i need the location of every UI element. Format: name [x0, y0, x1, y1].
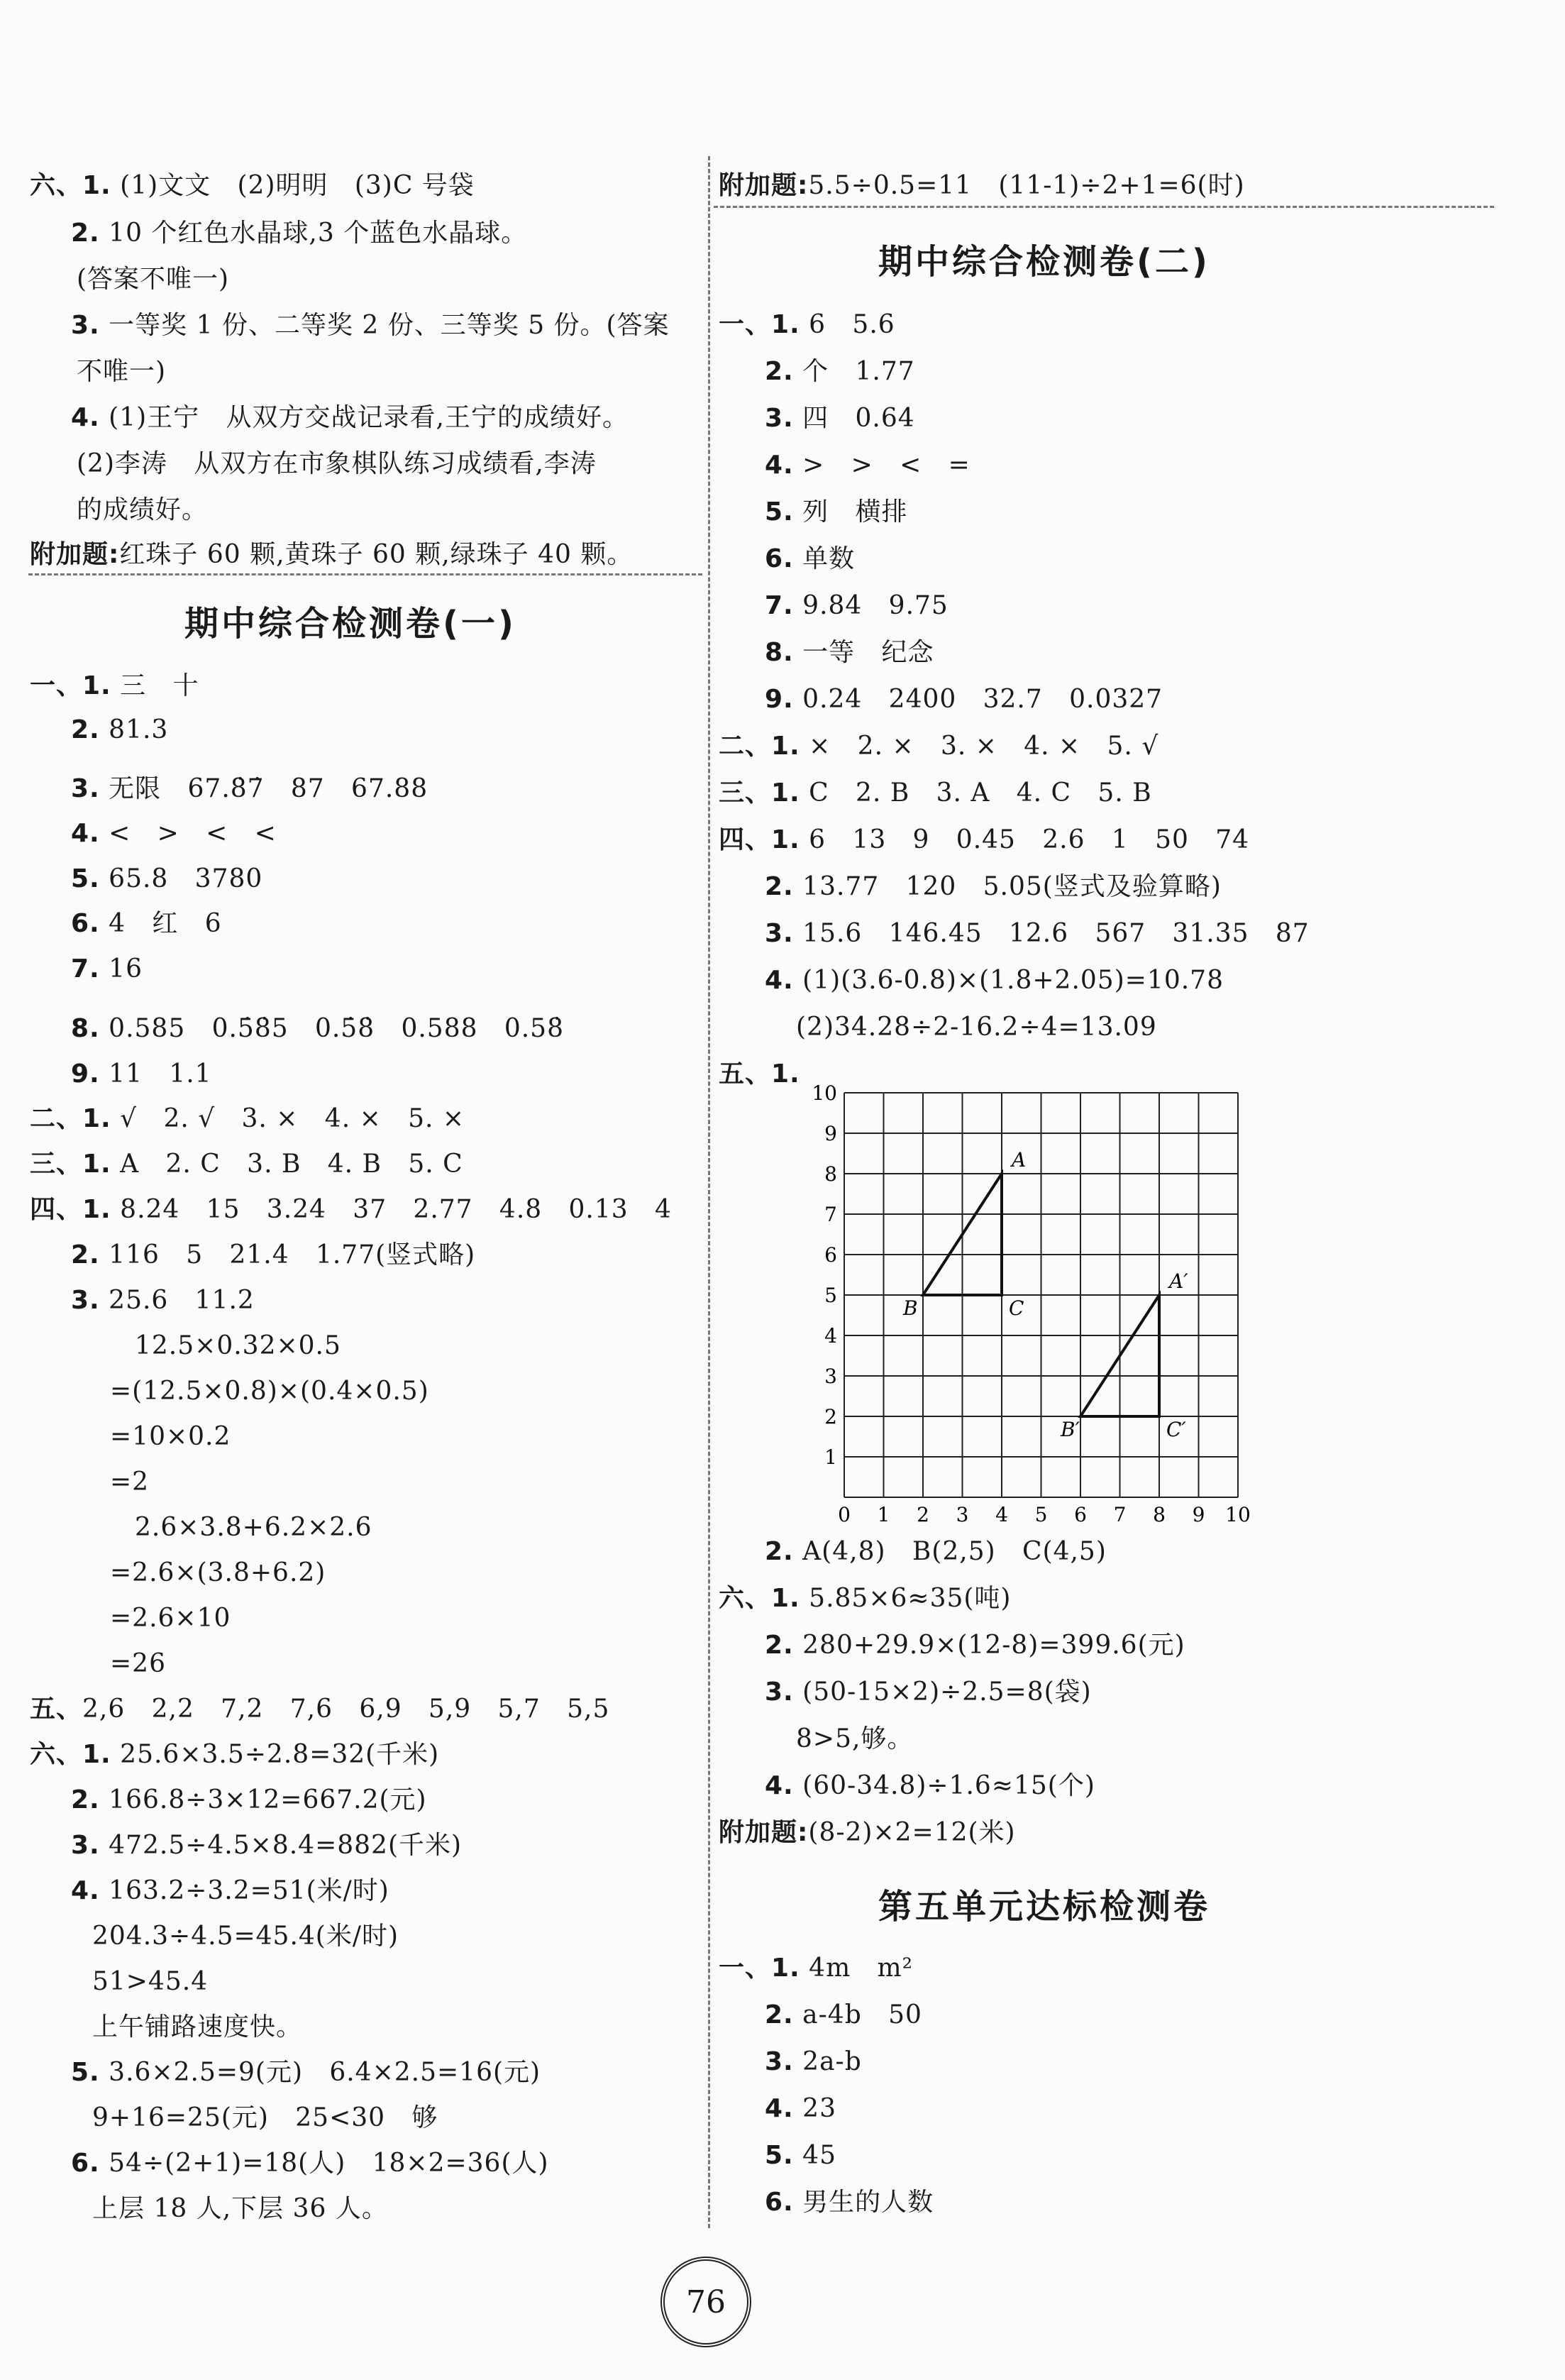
- answer-line: [71, 818, 277, 849]
- answer-line: [77, 264, 229, 295]
- question-number: 2.: [765, 872, 794, 901]
- answer-text: 2,6 2,2 7,2 7,6 6,9 5,9 5,7 5,5: [82, 1695, 610, 1724]
- question-number: 附加题:: [30, 540, 120, 569]
- answer-text: 2.6×3.8+6.2×2.6: [135, 1513, 372, 1542]
- answer-text: 204.3÷4.5=45.4(米/时): [92, 1922, 399, 1951]
- answer-line: [765, 497, 908, 528]
- x-tick-label: 3: [956, 1503, 969, 1526]
- answer-text: 13.77 120 5.05(竖式及验算略): [793, 872, 1222, 901]
- answer-text: (1)(3.6-0.8)×(1.8+2.05)=10.78: [793, 966, 1224, 995]
- answer-line: [110, 1376, 429, 1407]
- answer-line: [796, 1012, 1157, 1043]
- answer-text: (1)文文 (2)明明 (3)C 号袋: [111, 171, 475, 200]
- answer-text: (1)王宁 从双方交战记录看,王宁的成绩好。: [99, 403, 629, 432]
- answer-text: 8>5,够。: [796, 1724, 914, 1753]
- answer-text: (50-15×2)÷2.5=8(袋): [793, 1677, 1092, 1707]
- answer-text: 男生的人数: [793, 2188, 934, 2217]
- answer-line: [71, 715, 168, 746]
- answer-line: [30, 1103, 465, 1135]
- answer-text: (60-34.8)÷1.6≈15(个): [793, 1771, 1095, 1800]
- question-number: 2.: [765, 357, 794, 386]
- answer-text: 166.8÷3×12=667.2(元): [99, 1785, 427, 1814]
- answer-text: 9+16=25(元) 25<30 够: [92, 2103, 438, 2132]
- answer-line: [71, 954, 143, 985]
- answer-line: [135, 1512, 372, 1543]
- answer-text: 单数: [793, 544, 856, 573]
- answer-line: [765, 450, 970, 481]
- answer-line: [71, 908, 222, 940]
- answer-line: [71, 2148, 549, 2179]
- answer-text: 的成绩好。: [77, 495, 209, 524]
- answer-text: 0.24 2400 32.7 0.0327: [793, 685, 1163, 714]
- answer-line: [92, 1966, 208, 1998]
- answer-text: 无限 67.8̇7̇ 87 67.88: [99, 774, 428, 803]
- answer-text: 个 1.77: [793, 357, 915, 386]
- answer-line: [71, 1875, 389, 1907]
- answer-line: [719, 170, 1245, 202]
- question-number: 3.: [71, 311, 100, 340]
- answer-line: [765, 637, 934, 668]
- answer-text: 45: [793, 2141, 836, 2170]
- answer-line: [71, 1059, 212, 1090]
- answer-line: [135, 1331, 341, 1362]
- question-number: 4.: [765, 451, 794, 480]
- question-number: 附加题:: [719, 171, 809, 200]
- question-number: 6.: [71, 2149, 100, 2178]
- answer-line: [30, 1694, 609, 1725]
- answer-text: =(12.5×0.8)×(0.4×0.5): [110, 1377, 429, 1406]
- answer-text: 4m m²: [800, 1954, 914, 1983]
- question-number: 3.: [765, 2047, 794, 2076]
- answer-line: [719, 778, 1152, 809]
- answer-text: 16: [99, 954, 143, 984]
- answer-text: 25.6 11.2: [99, 1286, 255, 1315]
- answer-text: 4 红 6: [99, 909, 222, 938]
- answer-text: (答案不唯一): [77, 265, 230, 294]
- question-number: 3.: [71, 774, 100, 803]
- question-number: 7.: [71, 954, 100, 984]
- question-number: 5.: [765, 497, 794, 527]
- question-number: 六、1.: [719, 1584, 800, 1613]
- answer-text: 四 0.64: [793, 404, 915, 433]
- question-number: 2.: [765, 1537, 794, 1566]
- answer-text: 上层 18 人,下层 36 人。: [92, 2194, 388, 2223]
- answer-line: [110, 1558, 326, 1589]
- question-number: 6.: [765, 2188, 794, 2217]
- answer-text: 8.24 15 3.24 37 2.77 4.8 0.13 4: [111, 1195, 672, 1224]
- answer-line: [765, 871, 1222, 903]
- answer-line: [92, 2193, 388, 2225]
- dashed-divider-left: [28, 573, 702, 575]
- answer-text: (2)李涛 从双方在市象棋队练习成绩看,李涛: [77, 449, 597, 478]
- question-number: 5.: [71, 864, 100, 893]
- answer-line: [765, 1630, 1185, 1661]
- y-tick-label: 8: [824, 1162, 837, 1186]
- question-number: 2.: [71, 1240, 100, 1269]
- question-number: 3.: [765, 404, 794, 433]
- y-tick-label: 9: [824, 1122, 837, 1145]
- answer-text: a-4b 50: [793, 2000, 922, 2029]
- answer-line: [77, 356, 166, 387]
- answer-text: 10 个红色水晶球,3 个蓝色水晶球。: [99, 219, 528, 248]
- y-tick-label: 7: [824, 1203, 837, 1226]
- x-tick-label: 1: [877, 1503, 890, 1526]
- answer-line: [71, 1785, 427, 1816]
- answer-line: [765, 1677, 1092, 1708]
- question-number: 3.: [765, 919, 794, 948]
- x-tick-label: 6: [1074, 1503, 1087, 1526]
- y-tick-label: 5: [824, 1284, 837, 1307]
- section-title-unit5: 第五单元达标检测卷: [878, 1887, 1211, 1927]
- answer-text: =2.6×(3.8+6.2): [110, 1558, 326, 1587]
- question-number: 4.: [71, 1876, 100, 1905]
- question-number: 7.: [765, 591, 794, 620]
- answer-line: [71, 402, 629, 434]
- question-number: 4.: [765, 1771, 794, 1800]
- answer-text: 11 1.1: [99, 1059, 212, 1089]
- question-number: 9.: [71, 1059, 100, 1089]
- answer-line: [765, 403, 915, 434]
- answer-text: 红珠子 60 颗,黄珠子 60 颗,绿珠子 40 颗。: [119, 540, 634, 569]
- answer-line: [765, 684, 1163, 715]
- answer-text: A 2. C 3. B 4. B 5. C: [111, 1150, 463, 1179]
- question-number: 9.: [765, 685, 794, 714]
- question-number: 二、1.: [30, 1104, 111, 1133]
- question-number: 五、: [30, 1695, 83, 1724]
- answer-line: [719, 731, 1158, 762]
- answer-text: A(4,8) B(2,5) C(4,5): [793, 1537, 1107, 1566]
- answer-text: 65.8 3780: [99, 864, 263, 893]
- answer-text: 三 十: [111, 671, 199, 700]
- answer-text: 一等奖 1 份、二等奖 2 份、三等奖 5 份。(答案: [99, 311, 670, 340]
- question-number: 一、1.: [30, 671, 111, 700]
- answer-line: [765, 590, 949, 622]
- answer-line: [30, 1149, 463, 1180]
- x-tick-label: 9: [1192, 1503, 1205, 1526]
- answer-text: 5.5÷0.5=11 (11-1)÷2+1=6(时): [808, 171, 1245, 200]
- x-tick-label: 4: [995, 1503, 1008, 1526]
- answer-line: [719, 825, 1249, 856]
- answer-text: 163.2÷3.2=51(米/时): [99, 1876, 389, 1905]
- answer-line: [30, 539, 633, 571]
- answer-line: [110, 1467, 149, 1498]
- answer-text: 472.5÷4.5×8.4=882(千米): [99, 1831, 463, 1860]
- x-tick-label: 0: [838, 1503, 851, 1526]
- question-number: 三、1.: [719, 778, 800, 808]
- question-number: 4.: [765, 966, 794, 995]
- x-tick-label: 2: [917, 1503, 929, 1526]
- answer-line: [719, 309, 895, 341]
- question-number: 五、1.: [719, 1059, 800, 1089]
- answer-text: 列 横排: [793, 497, 908, 527]
- vertex-label: A′: [1169, 1269, 1188, 1293]
- answer-text: 12.5×0.32×0.5: [135, 1331, 341, 1360]
- answer-line: [30, 1739, 439, 1770]
- answer-text: C 2. B 3. A 4. C 5. B: [800, 778, 1152, 808]
- answer-line: [765, 2187, 934, 2218]
- y-tick-label: 1: [824, 1445, 837, 1469]
- answer-text: =2: [110, 1467, 150, 1497]
- question-number: 四、1.: [30, 1195, 111, 1224]
- question-number: 四、1.: [719, 825, 800, 854]
- vertex-label: C′: [1166, 1418, 1186, 1441]
- answer-line: [92, 2012, 302, 2043]
- answer-text: 上午铺路速度快。: [92, 2012, 303, 2042]
- answer-line: [719, 1953, 913, 1984]
- answer-line: [110, 1648, 166, 1680]
- vertex-label: B: [903, 1296, 918, 1320]
- question-number: 6.: [71, 909, 100, 938]
- answer-line: [765, 2093, 836, 2125]
- answer-text: =2.6×10: [110, 1604, 231, 1633]
- answer-text: √ 2. √ 3. × 4. × 5. ×: [111, 1104, 465, 1133]
- question-number: 5.: [765, 2141, 794, 2170]
- x-tick-label: 10: [1225, 1503, 1251, 1526]
- question-number: 8.: [765, 638, 794, 667]
- answer-text: 25.6×3.5÷2.8=32(千米): [111, 1740, 440, 1769]
- answer-line: [71, 310, 670, 341]
- answer-text: 51>45.4: [92, 1967, 209, 1996]
- x-tick-label: 7: [1113, 1503, 1127, 1526]
- answer-text: =10×0.2: [110, 1422, 231, 1451]
- answer-line: [796, 1724, 913, 1755]
- answer-line: [92, 2103, 438, 2134]
- dashed-divider-vertical: [708, 156, 710, 2228]
- answer-text: 9.84 9.75: [793, 591, 949, 620]
- answer-text: 6 5.6: [800, 310, 895, 339]
- answer-line: [92, 1921, 399, 1952]
- answer-text: 3.6×2.5=9(元) 6.4×2.5=16(元): [99, 2058, 541, 2087]
- answer-line: [719, 1817, 1016, 1849]
- y-tick-label: 3: [824, 1365, 837, 1388]
- question-number: 一、1.: [719, 310, 800, 339]
- answer-line: [765, 965, 1224, 996]
- answer-line: [110, 1603, 231, 1634]
- answer-line: [719, 1583, 1011, 1614]
- vertex-label: B′: [1061, 1418, 1080, 1441]
- answer-line: [765, 2000, 922, 2031]
- answer-line: [765, 2046, 862, 2078]
- answer-line: [30, 671, 199, 702]
- answer-text: > > < =: [793, 451, 970, 480]
- y-tick-label: 10: [812, 1081, 837, 1105]
- answer-line: [71, 218, 527, 249]
- answer-line: [71, 2057, 541, 2088]
- answer-line: [765, 918, 1310, 949]
- question-number: 六、1.: [30, 171, 111, 200]
- section-title-midterm-2: 期中综合检测卷(二): [878, 242, 1210, 282]
- question-number: 六、1.: [30, 1740, 111, 1769]
- question-number: 2.: [765, 2000, 794, 2029]
- y-tick-label: 6: [824, 1243, 837, 1267]
- dashed-divider-right: [714, 206, 1494, 208]
- question-number: 4.: [71, 819, 100, 848]
- question-number: 一、1.: [719, 1954, 800, 1983]
- answer-line: [765, 356, 915, 387]
- answer-line: [77, 448, 597, 480]
- answer-text: 54÷(2+1)=18(人) 18×2=36(人): [99, 2149, 549, 2178]
- question-number: 3.: [71, 1286, 100, 1315]
- answer-text: 116 5 21.4 1.77(竖式略): [99, 1240, 476, 1269]
- question-number: 3.: [765, 1677, 794, 1707]
- answer-text: 5.85×6≈35(吨): [800, 1584, 1012, 1613]
- answer-text: × 2. × 3. × 4. × 5. √: [800, 732, 1159, 761]
- answer-line: [765, 1536, 1107, 1568]
- answer-line: [71, 1240, 475, 1271]
- answer-line: [71, 773, 428, 805]
- y-tick-label: 2: [824, 1405, 837, 1428]
- answer-text: 23: [793, 2094, 836, 2123]
- answer-text: (8-2)×2=12(米): [808, 1818, 1016, 1847]
- answer-line: [30, 1194, 672, 1225]
- answer-line: [71, 1285, 255, 1316]
- answer-text: 15.6 146.45 12.6 567 31.35 87: [793, 919, 1310, 948]
- answer-line: [110, 1421, 231, 1453]
- x-tick-label: 8: [1153, 1503, 1166, 1526]
- coordinate-grid: [802, 1057, 1251, 1540]
- question-number: 2.: [71, 219, 100, 248]
- question-number: 4.: [765, 2094, 794, 2123]
- question-number: 二、1.: [719, 732, 800, 761]
- answer-line: [765, 544, 855, 575]
- answer-line: [71, 1830, 462, 1861]
- question-number: 三、1.: [30, 1150, 111, 1179]
- question-number: 2.: [71, 715, 100, 744]
- page-number: 76: [660, 2257, 751, 2347]
- answer-text: 2a-b: [793, 2047, 862, 2076]
- question-number: 附加题:: [719, 1818, 809, 1847]
- vertex-label: C: [1009, 1296, 1024, 1320]
- answer-text: 280+29.9×(12-8)=399.6(元): [793, 1631, 1185, 1660]
- answer-text: 81.3: [99, 715, 169, 744]
- question-number: 2.: [71, 1785, 100, 1814]
- answer-text: =26: [110, 1649, 166, 1678]
- answer-text: 0.585 0.5̇8̇5 0.5̇8̇ 0.588 0.58̇: [99, 1014, 564, 1043]
- answer-line: [30, 170, 475, 202]
- answer-text: 6 13 9 0.45 2.6 1 50 74: [800, 825, 1250, 854]
- y-tick-label: 4: [824, 1324, 837, 1348]
- answer-line: [765, 1770, 1095, 1802]
- answer-line: [71, 864, 262, 895]
- answer-line: [765, 2140, 836, 2171]
- answer-line: [77, 495, 208, 526]
- x-tick-label: 5: [1034, 1503, 1048, 1526]
- answer-text: < > < <: [99, 819, 277, 848]
- question-number: 5.: [71, 2058, 100, 2087]
- question-number: 6.: [765, 544, 794, 573]
- answer-line: [719, 1059, 800, 1090]
- vertex-label: A: [1012, 1148, 1027, 1172]
- question-number: 2.: [765, 1631, 794, 1660]
- question-number: 3.: [71, 1831, 100, 1860]
- section-title-midterm-1: 期中综合检测卷(一): [184, 604, 516, 644]
- answer-text: 不唯一): [77, 357, 167, 386]
- answer-line: [71, 1013, 564, 1045]
- question-number: 8.: [71, 1014, 100, 1043]
- answer-text: 一等 纪念: [793, 638, 934, 667]
- question-number: 4.: [71, 403, 100, 432]
- answer-text: (2)34.28÷2-16.2÷4=13.09: [796, 1013, 1157, 1042]
